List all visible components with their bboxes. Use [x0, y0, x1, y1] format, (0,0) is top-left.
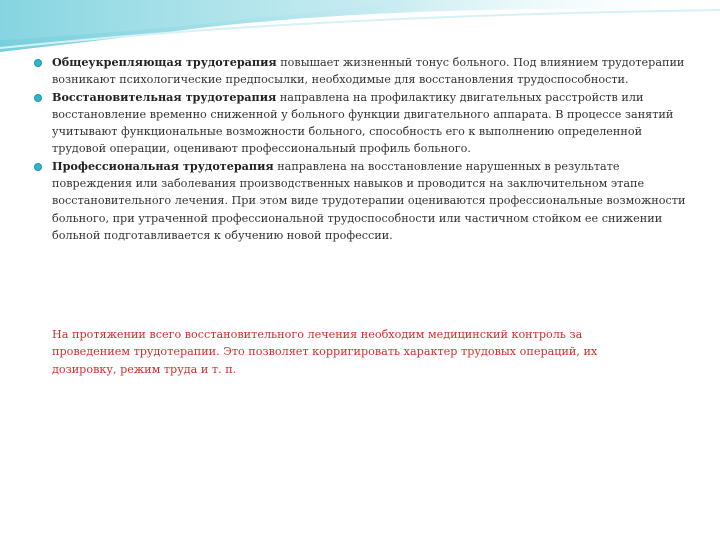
- bullet-icon: [34, 94, 42, 102]
- medical-control-note: На протяжении всего восстановительного лечения необходим медицинский контроль за проведением трудотерапии. Это позволяет корригировать характер трудовых операций, их дозировку, режим труда и т. п.: [52, 328, 598, 376]
- list-item: [34, 158, 694, 244]
- slide-content: [34, 54, 694, 244]
- term-description: направлена на восстановление нарушенных в результате повреждения или заболевания производственных навыков и проводится на заключительном этапе восстановительного лечения. При этом виде трудотерапии оцениваются профессиональные возможности больного, при утраченной профессиональной трудоспособности или частичном стойком ее снижении больной подготавливается к обучению новой профессии.: [52, 159, 686, 242]
- term-label: Профессиональная трудотерапия: [52, 158, 274, 173]
- term-label: Восстановительная трудотерапия: [52, 89, 277, 104]
- term-description: повышает жизненный тонус больного. Под влиянием трудотерапии возникают психологические предпосылки, необходимые для восстановления трудоспособности.: [52, 56, 685, 87]
- bullet-list: [34, 54, 694, 244]
- term-label: Общеукрепляющая трудотерапия: [52, 55, 277, 69]
- term-description: направлена на профилактику двигательных расстройств или восстановление временно сниженной у больного функции двигательного аппарата. В процессе занятий учитывают функциональные возможности больного, способность его к выполнению определенной трудовой операции, оценивают профессиональный профиль больного.: [52, 90, 674, 156]
- bullet-icon: [34, 163, 42, 171]
- bullet-icon: [34, 59, 42, 67]
- list-item: [34, 89, 694, 158]
- list-item: [34, 54, 694, 89]
